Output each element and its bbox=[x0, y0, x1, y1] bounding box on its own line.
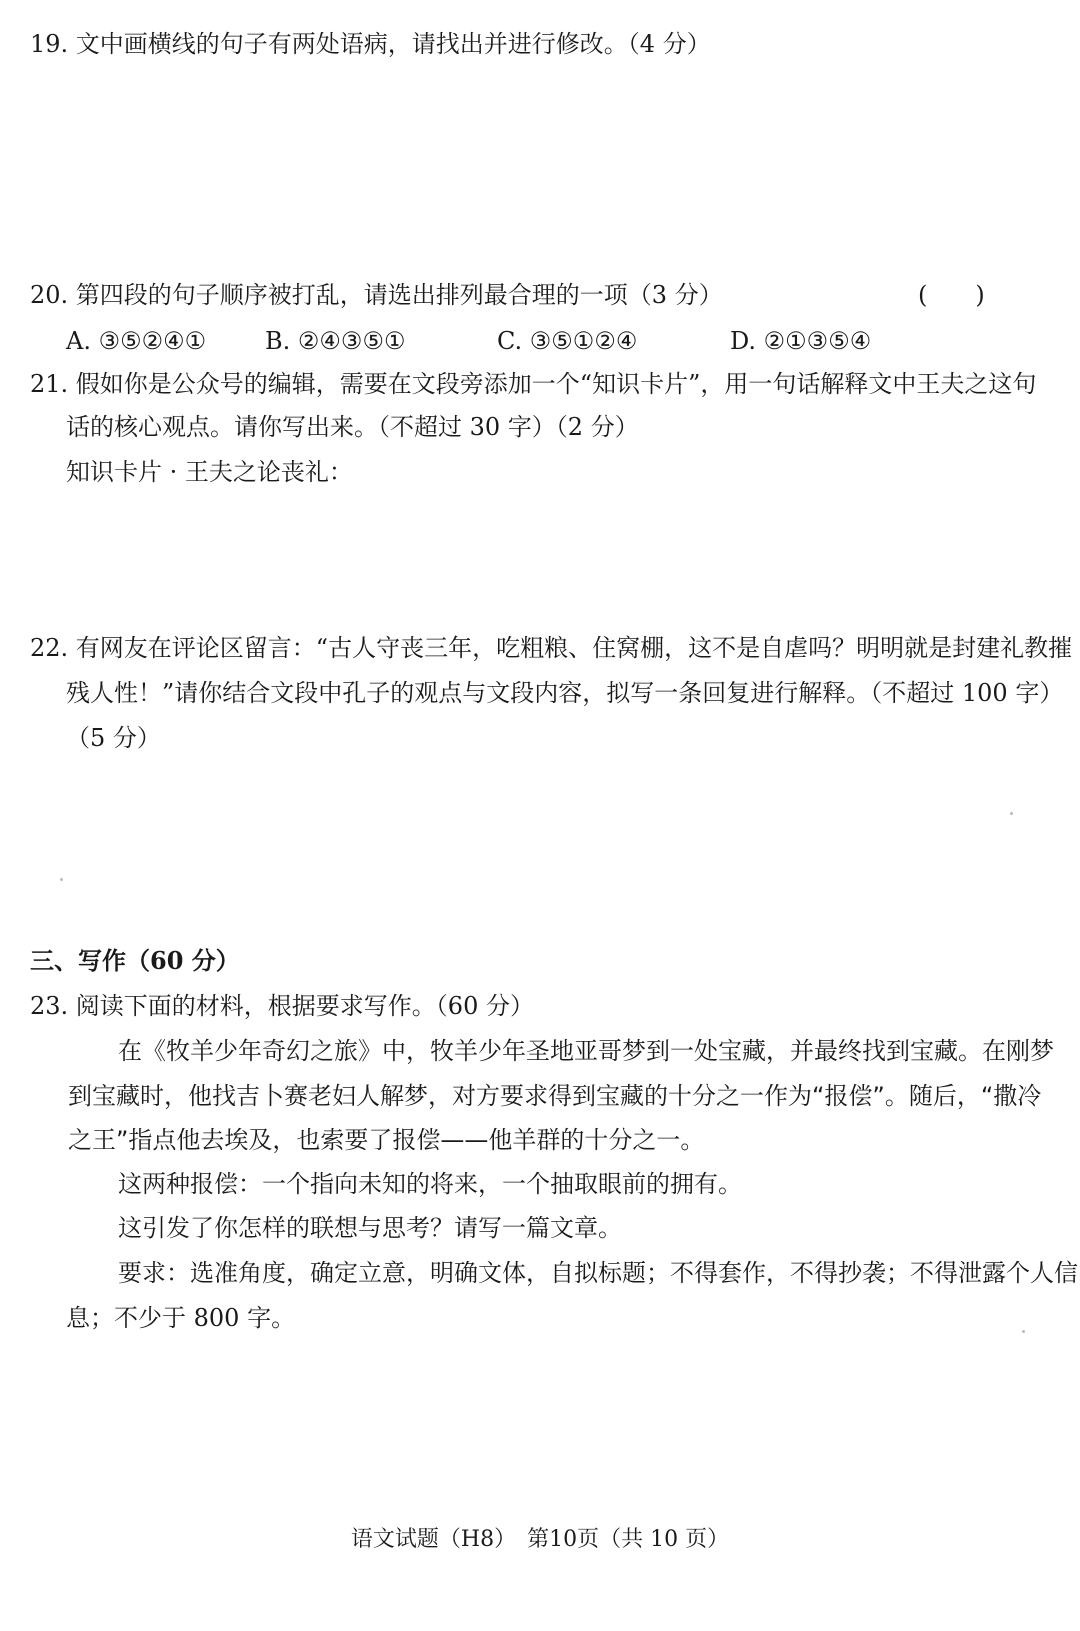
answer-bracket: ( ) bbox=[918, 281, 985, 309]
section-heading: 三、写作（60 分） bbox=[30, 946, 240, 975]
question-20-text: 20. 第四段的句子顺序被打乱，请选出排列最合理的一项（3 分） bbox=[30, 281, 723, 309]
option-d: D. ②①③⑤④ bbox=[730, 327, 872, 355]
scan-speck bbox=[1010, 812, 1013, 815]
question-22-line1: 22. 有网友在评论区留言：“古人守丧三年，吃粗粮、住窝棚，这不是自虐吗？明明就是封建礼教摧 bbox=[30, 634, 1073, 662]
question-19-text: 19. 文中画横线的句子有两处语病，请找出并进行修改。（4 分） bbox=[30, 30, 711, 58]
question-22-line3: （5 分） bbox=[66, 724, 161, 752]
question-21-line2: 话的核心观点。请你写出来。（不超过 30 字）（2 分） bbox=[66, 413, 639, 441]
option-a: A. ③⑤②④① bbox=[66, 327, 207, 355]
question-23-text: 23. 阅读下面的材料，根据要求写作。（60 分） bbox=[30, 992, 534, 1020]
question-22-line2: 残人性！”请你结合文段中孔子的观点与文段内容，拟写一条回复进行解释。（不超过 100 字） bbox=[66, 679, 1064, 707]
writing-prompt: 这引发了你怎样的联想与思考？请写一篇文章。 bbox=[118, 1214, 622, 1242]
option-b: B. ②④③⑤① bbox=[265, 327, 406, 355]
requirement-line-2: 息；不少于 800 字。 bbox=[66, 1304, 296, 1332]
knowledge-card-label: 知识卡片 · 王夫之论丧礼： bbox=[66, 458, 353, 486]
material-line-3: 之王”指点他去埃及，也索要了报偿——他羊群的十分之一。 bbox=[68, 1126, 705, 1154]
scan-speck bbox=[1022, 1330, 1025, 1333]
material-line-2: 到宝藏时，他找吉卜赛老妇人解梦，对方要求得到宝藏的十分之一作为“报偿”。随后，“撒冷 bbox=[68, 1082, 1042, 1110]
option-c: C. ③⑤①②④ bbox=[497, 327, 638, 355]
requirement-line-1: 要求：选准角度，确定立意，明确文体，自拟标题；不得套作，不得抄袭；不得泄露个人信 bbox=[118, 1259, 1078, 1287]
scan-speck bbox=[60, 878, 63, 881]
page-footer: 语文试题（H8） 第10页（共 10 页） bbox=[350, 1527, 730, 1552]
material-line-1: 在《牧羊少年奇幻之旅》中，牧羊少年圣地亚哥梦到一处宝藏，并最终找到宝藏。在刚梦 bbox=[118, 1037, 1054, 1065]
material-line-4: 这两种报偿：一个指向未知的将来，一个抽取眼前的拥有。 bbox=[118, 1170, 742, 1198]
question-21-line1: 21. 假如你是公众号的编辑，需要在文段旁添加一个“知识卡片”，用一句话解释文中王夫之这句 bbox=[30, 370, 1037, 398]
